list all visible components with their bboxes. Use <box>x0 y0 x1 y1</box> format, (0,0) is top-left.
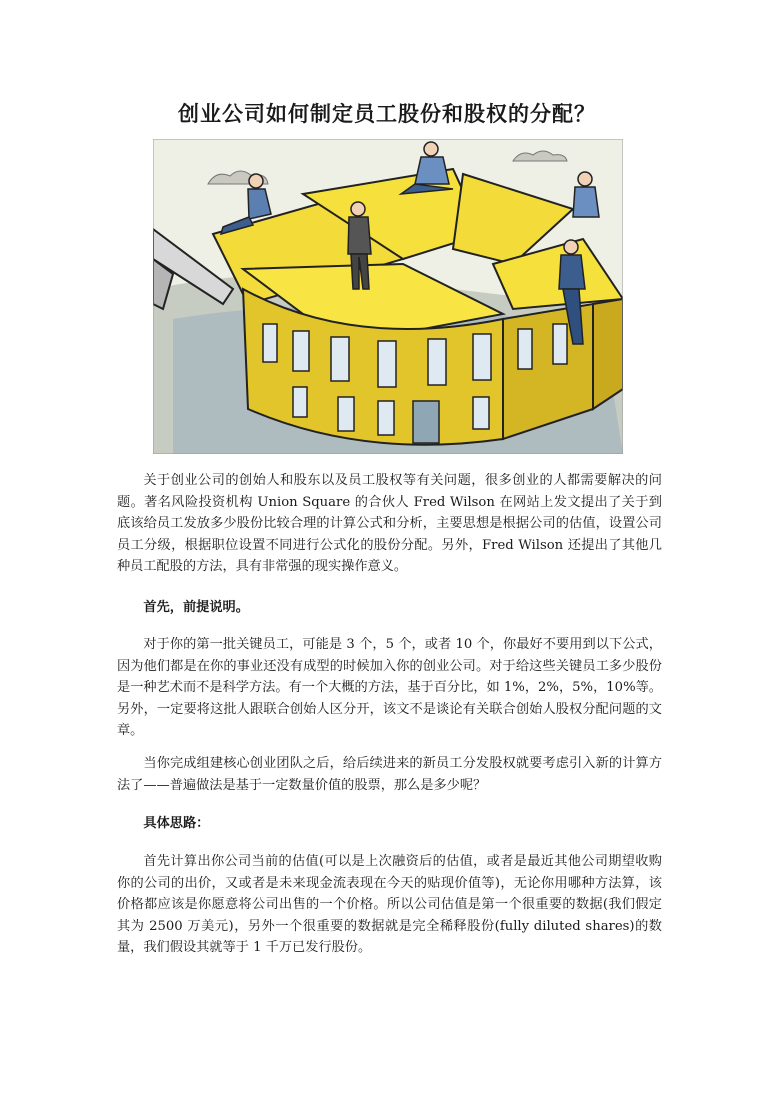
heading-premise: 首先，前提说明。 <box>143 600 249 615</box>
paragraph-new-employees: 当你完成组建核心创业团队之后，给后续进来的新员工分发股权就要考虑引入新的计算方法了——普遍做法是基于一定数量价值的股票，那么是多少呢？ <box>117 756 662 793</box>
heading-approach: 具体思路： <box>143 816 210 831</box>
paragraph-key-employees: 对于你的第一批关键员工，可能是 3 个，5 个，或者 10 个，你最好不要用到以下公式，因为他们都是在你的事业还没有成型的时候加入你的创业公司。对于给这些关键员工多少股份是一种艺术而不是科学方法。有一个大概的方法，基于百分比，如 1%，2%，5%，10%等。另外，一定要将这批人跟联合创始人区分开，该文不是谈论有关联合创始人股权分配问题的文章。 <box>117 637 662 738</box>
paragraph-intro: 关于创业公司的创始人和股东以及员工股权等有关问题，很多创业的人都需要解决的问题。著名风险投资机构 Union Square 的合伙人 Fred Wilson 在网站上发文提出了关于到底该给员工发放多少股份比较合理的计算公式和分析，主要思想是根据公司的估值，设置公司员工分级，根据职位设置不同进行公式化的股份分配。另外，Fred Wilson 还提出了其他几种员工配股的方法，具有非常强的现实操作意义。 <box>117 473 662 574</box>
page-title: 创业公司如何制定员工股份和股权的分配？ <box>178 102 596 126</box>
equity-pie-illustration <box>153 139 623 454</box>
paragraph-valuation: 首先计算出你公司当前的估值(可以是上次融资后的估值，或者是最近其他公司期望收购你的公司的出价，又或者是未来现金流表现在今天的贴现价值等)，无论你用哪种方法算，该价格都应该是你愿意将公司出售的一个价格。所以公司估值是第一个很重要的数据(我们假定其为 2500 万美元)，另外一个很重要的数据就是完全稀释股份(fully diluted shares)的数量，我们假设其就等于 1 千万已发行股份。 <box>117 854 662 955</box>
